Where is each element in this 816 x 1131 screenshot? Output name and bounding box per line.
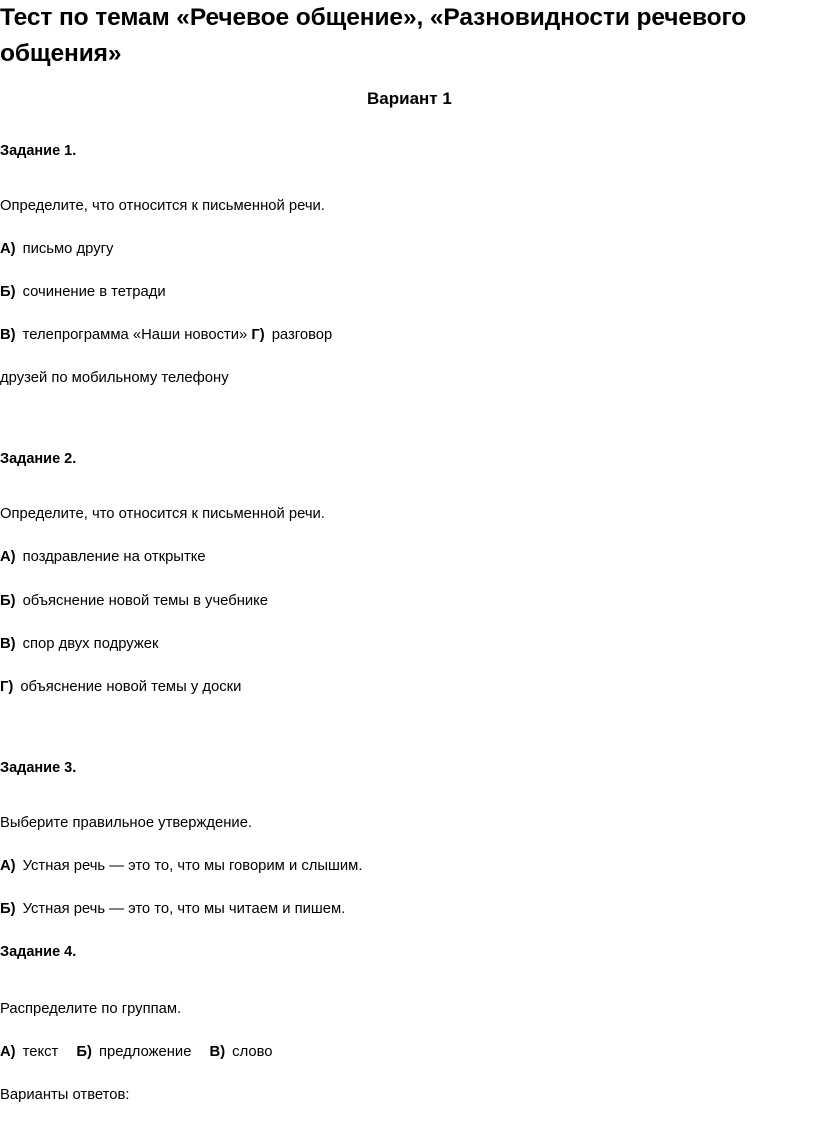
- task-2-option-b: [0, 594, 268, 609]
- option-text: сочинение в тетради: [22, 284, 166, 300]
- task-1-question: Определите, что относится к письменной речи.: [0, 198, 325, 214]
- task-1-option-c-d: [0, 328, 332, 343]
- task-2-question: Определите, что относится к письменной речи.: [0, 506, 325, 522]
- option-text: объяснение новой темы в учебнике: [22, 593, 269, 609]
- task-2-heading: Задание 2.: [0, 451, 77, 467]
- task-3-heading: Задание 3.: [0, 760, 77, 776]
- option-letter: В): [0, 327, 16, 343]
- task-2-option-a: [0, 550, 206, 565]
- option-letter: Б): [0, 593, 16, 609]
- task-1-option-b: [0, 285, 166, 300]
- option-letter: Г): [251, 327, 265, 343]
- task-3-option-a: [0, 859, 362, 874]
- option-text: текст: [22, 1044, 59, 1060]
- option-letter: А): [0, 241, 16, 257]
- task-1-option-d-continuation: друзей по мобильному телефону: [0, 370, 229, 386]
- option-text: предложение: [98, 1044, 192, 1060]
- task-2-option-c: [0, 637, 158, 652]
- option-letter: Б): [76, 1044, 92, 1060]
- option-letter: Г): [0, 679, 14, 695]
- task-4-question: Распределите по группам.: [0, 1001, 182, 1017]
- variant-heading: Вариант 1: [367, 89, 452, 108]
- option-letter: А): [0, 858, 16, 874]
- task-3-question: Выберите правильное утверждение.: [0, 815, 253, 831]
- option-text: письмо другу: [22, 241, 114, 257]
- option-letter: В): [0, 636, 16, 652]
- document-title-line-1: Тест по темам «Речевое общение», «Разновидности речевого: [0, 4, 747, 31]
- document-title-line-2: общения»: [0, 40, 122, 67]
- option-text: слово: [232, 1044, 273, 1060]
- option-text: поздравление на открытке: [22, 549, 206, 565]
- task-1-option-a: [0, 242, 113, 257]
- option-text: Устная речь — это то, что мы говорим и слышим.: [22, 858, 363, 874]
- option-text: разговор: [271, 327, 333, 343]
- task-1-heading: Задание 1.: [0, 143, 77, 159]
- option-letter: В): [209, 1044, 226, 1060]
- option-text: спор двух подружек: [22, 636, 159, 652]
- task-4-options: [0, 1045, 273, 1060]
- task-2-option-d: [0, 680, 241, 695]
- task-4-answers-label: Варианты ответов:: [0, 1087, 130, 1103]
- option-text: телепрограмма «Наши новости»: [22, 327, 248, 343]
- option-letter: А): [0, 549, 16, 565]
- option-letter: А): [0, 1044, 16, 1060]
- option-letter: Б): [0, 284, 16, 300]
- task-3-option-b: [0, 902, 345, 917]
- option-letter: Б): [0, 901, 16, 917]
- option-text: Устная речь — это то, что мы читаем и пишем.: [22, 901, 346, 917]
- task-4-heading: Задание 4.: [0, 944, 77, 960]
- option-text: объяснение новой темы у доски: [20, 679, 242, 695]
